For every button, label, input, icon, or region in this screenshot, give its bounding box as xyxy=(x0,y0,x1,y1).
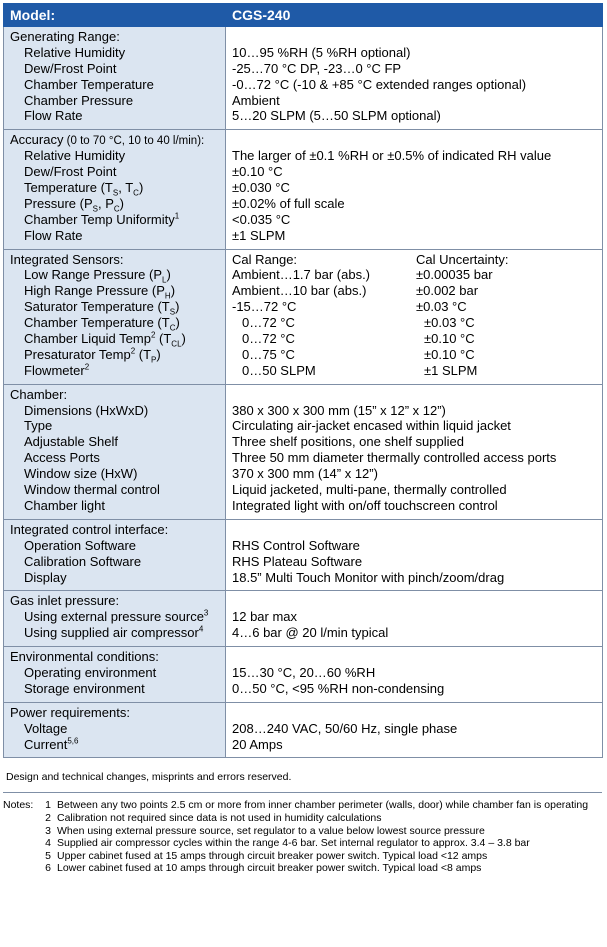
model-label: Model: xyxy=(4,4,226,27)
row-label: Chamber Temp Uniformity$^1$ xyxy=(24,211,180,227)
section-title: Gas inlet pressure: xyxy=(10,593,120,609)
section-generating xyxy=(4,27,603,130)
cal-range-header: Cal Range: xyxy=(232,251,298,267)
row-label: Window thermal control xyxy=(24,482,160,498)
row-value: Integrated light with on/off touchscreen control xyxy=(232,497,498,513)
row-label: Presaturator Temp$^2$ $(T_P)$ xyxy=(24,346,161,365)
row-label: Relative Humidity xyxy=(24,44,126,60)
sensor-row: Ambient…10 bar (abs.) ±0.002 bar xyxy=(232,283,479,299)
row-label: Type xyxy=(24,418,53,434)
notes xyxy=(3,799,602,875)
row-label: High Range Pressure $(P_H)$ xyxy=(24,283,176,301)
section-environment xyxy=(4,647,603,703)
note-item: 3 When using external pressure source, set regulator to a value below lowest source pressure xyxy=(45,824,485,837)
row-label: Using supplied air compressor$^4$ xyxy=(24,624,204,641)
section-title: Integrated control interface: xyxy=(10,521,169,537)
note-item: 4 Supplied air compressor cycles within the range 4-6 bar. Set internal regulator to approx. 3.4 – 3.8 bar xyxy=(45,837,530,850)
section-control xyxy=(4,519,603,591)
row-value: 5…20 SLPM (5…50 SLPM optional) xyxy=(232,108,441,124)
row-value: 20 Amps xyxy=(232,736,283,752)
section-title: Power requirements: xyxy=(10,704,130,720)
row-label: Calibration Software xyxy=(24,553,142,569)
row-value: -0…72 °C (-10 & +85 °C extended ranges optional) xyxy=(232,76,527,92)
sensor-row: Ambient…1.7 bar (abs.) ±0.00035 bar xyxy=(232,267,493,283)
sensor-row: 0…72 °C ±0.10 °C xyxy=(242,331,475,347)
row-label: Display xyxy=(24,569,67,585)
row-label: Flowmeter$^2$ xyxy=(24,362,90,378)
row-label: Storage environment xyxy=(24,680,145,696)
row-value: <0.035 °C xyxy=(232,211,291,227)
row-label: Temperature ($T_S$, $T_C$) xyxy=(24,180,144,198)
cal-uncertainty-header: Cal Uncertainty: xyxy=(416,251,509,267)
row-value: The larger of ±0.1 %RH or ±0.5% of indicated RH value xyxy=(232,148,552,164)
row-value: 15…30 °C, 20…60 %RH xyxy=(232,664,376,680)
row-label: Dew/Frost Point xyxy=(24,60,117,76)
row-label: Chamber Temperature $(T_C)$ xyxy=(24,315,180,333)
sensor-row: 0…72 °C ±0.03 °C xyxy=(242,315,475,331)
row-label: Chamber Temperature xyxy=(24,76,154,92)
section-chamber xyxy=(4,384,603,519)
section-title: Environmental conditions: xyxy=(10,649,159,665)
row-label: Chamber Pressure xyxy=(24,92,134,108)
row-value: 208…240 VAC, 50/60 Hz, single phase xyxy=(232,720,458,736)
section-gas-inlet xyxy=(4,591,603,647)
section-sensors xyxy=(4,249,603,384)
row-value: RHS Control Software xyxy=(232,537,360,553)
spec-table xyxy=(3,3,603,758)
row-label: Chamber light xyxy=(24,497,105,513)
row-value: ±1 SLPM xyxy=(232,227,286,243)
row-label: Dew/Frost Point xyxy=(24,164,117,180)
row-value: -25…70 °C DP, -23…0 °C FP xyxy=(232,60,402,76)
divider xyxy=(3,792,602,793)
section-title: Accuracy (0 to 70 °C, 10 to 40 l/min): xyxy=(10,132,205,148)
row-value: Ambient xyxy=(232,92,280,108)
sensor-row: 0…75 °C ±0.10 °C xyxy=(242,346,475,362)
notes-label: Notes: xyxy=(3,799,34,812)
row-value: 380 x 300 x 300 mm (15” x 12” x 12”) xyxy=(232,402,446,418)
row-label: Low Range Pressure $(P_L)$ xyxy=(24,267,171,286)
row-value: Circulating air-jacket encased within liquid jacket xyxy=(232,418,511,434)
section-title: Chamber: xyxy=(10,386,68,402)
disclaimer: Design and technical changes, misprints and errors reserved. xyxy=(6,771,292,784)
row-label: Pressure ($P_S$, $P_C$) xyxy=(24,195,125,214)
note-item: Notes: 1 Between any two points 2.5 cm or more from inner chamber perimeter (walls, door) while chamber fan is operating xyxy=(3,799,589,812)
row-value: 10…95 %RH (5 %RH optional) xyxy=(232,44,411,60)
row-label: Access Ports xyxy=(24,450,100,466)
row-label: Operation Software xyxy=(24,537,137,553)
row-value: Three 50 mm diameter thermally controlled access ports xyxy=(232,450,557,466)
row-value: 18.5” Multi Touch Monitor with pinch/zoom/drag xyxy=(232,569,505,585)
note-item: 5 Upper cabinet fused at 15 amps through circuit breaker power switch. Typical load <12 amps xyxy=(45,849,488,862)
row-label: Operating environment xyxy=(24,664,157,680)
row-label: Adjustable Shelf xyxy=(24,434,118,450)
row-value: Liquid jacketed, multi-pane, thermally controlled xyxy=(232,482,507,498)
row-label: Saturator Temperature $(T_S)$ xyxy=(24,299,180,317)
row-value: ±0.02% of full scale xyxy=(232,195,345,211)
row-label: Window size (HxW) xyxy=(24,466,138,482)
row-label: Voltage xyxy=(24,720,68,736)
row-value: 4…6 bar @ 20 l/min typical xyxy=(232,625,389,641)
row-label: Dimensions (HxWxD) xyxy=(24,402,149,418)
note-item: 2 Calibration not required since data is not used in humidity calculations xyxy=(45,812,382,824)
row-label: Current$^{5,6}$ xyxy=(24,736,79,752)
row-value: RHS Plateau Software xyxy=(232,553,363,569)
section-power xyxy=(4,702,603,758)
row-label: Flow Rate xyxy=(24,227,83,243)
section-title: Generating Range: xyxy=(10,29,120,44)
sensor-row: 0…50 SLPM ±1 SLPM xyxy=(242,362,478,378)
header-row xyxy=(4,4,603,27)
row-label: Flow Rate xyxy=(24,108,83,124)
row-label: Using external pressure source$^3$ xyxy=(24,608,209,625)
sensor-column-headers xyxy=(226,252,602,268)
spec-sheet xyxy=(3,3,602,875)
row-value: Three shelf positions, one shelf supplied xyxy=(232,434,464,450)
row-value: ±0.10 °C xyxy=(232,164,283,180)
row-value: 12 bar max xyxy=(232,609,298,625)
row-value: ±0.030 °C xyxy=(232,180,290,196)
row-value: 0…50 °C, <95 %RH non-condensing xyxy=(232,680,445,696)
section-accuracy xyxy=(4,130,603,249)
row-value: 370 x 300 mm (14” x 12”) xyxy=(232,466,378,482)
note-item: 6 Lower cabinet fused at 10 amps through circuit breaker power switch. Typical load <8 amps xyxy=(45,862,482,875)
section-title-note: (0 to 70 °C, 10 to 40 l/min): xyxy=(63,135,205,148)
sensor-row: -15…72 °C ±0.03 °C xyxy=(232,299,467,315)
row-label: Relative Humidity xyxy=(24,148,126,164)
section-title: Integrated Sensors: xyxy=(10,251,124,267)
model-value: CGS-240 xyxy=(226,4,603,27)
row-label: Chamber Liquid Temp$^2$ $(T_{CL})$ xyxy=(24,330,186,349)
